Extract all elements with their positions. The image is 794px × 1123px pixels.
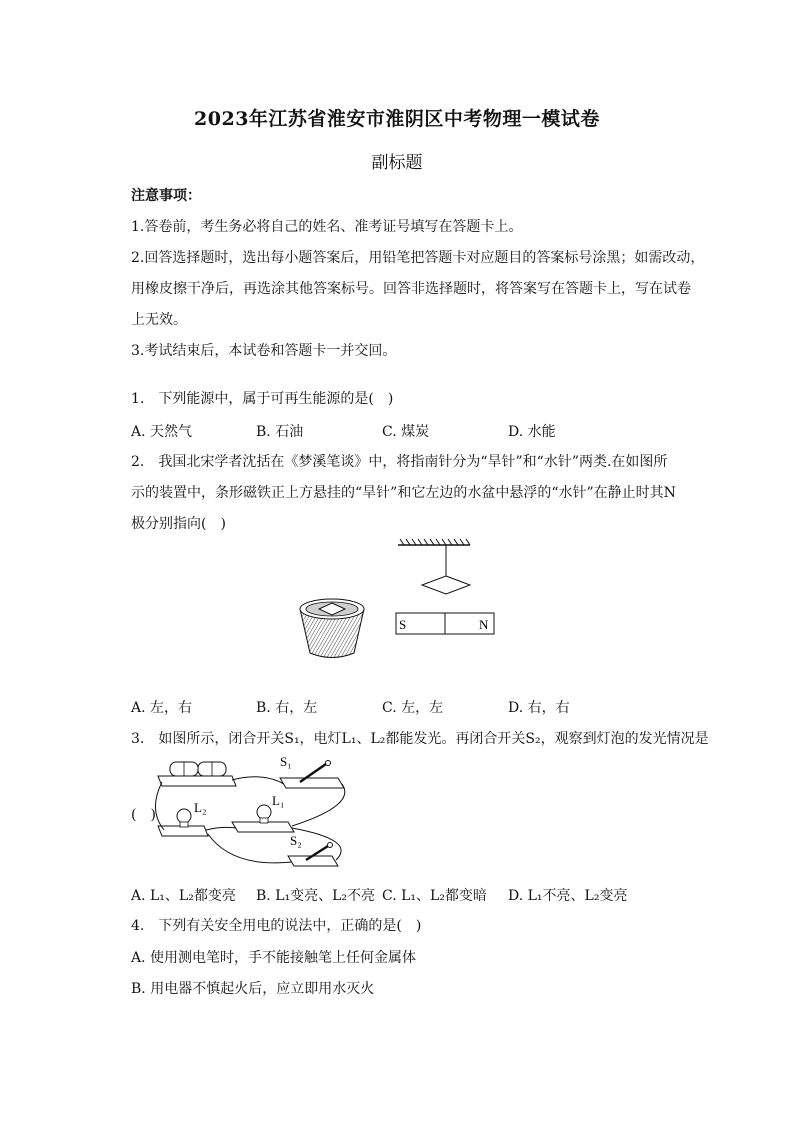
lamp-l2-board	[158, 826, 208, 836]
notice-item: 3.考试结束后，本试卷和答题卡一并交回。	[131, 343, 397, 359]
q3-option-c[interactable]: C. L₁、L₂都变暗	[382, 888, 487, 904]
q1-option-a[interactable]: A. 天然气	[131, 424, 193, 440]
circuit-figure	[152, 750, 352, 880]
label-l2: L₂	[194, 800, 207, 815]
magnet-pole-s: S	[399, 617, 407, 632]
q2-option-c[interactable]: C. 左，左	[382, 700, 444, 716]
q4-option-b[interactable]: B. 用电器不慎起火后，应立即用水灭火	[131, 981, 375, 997]
notice-item: 用橡皮擦干净后，再选涂其他答案标号。回答非选择题时，将答案写在答题卡上，写在试卷	[131, 281, 691, 297]
page-title: 2023年江苏省淮安市淮阴区中考物理一模试卷	[194, 108, 600, 130]
q3-option-a[interactable]: A. L₁、L₂都变亮	[131, 888, 236, 904]
question-4-stem: 4. 下列有关安全用电的说法中，正确的是( )	[131, 918, 422, 934]
question-1-stem: 1. 下列能源中，属于可再生能源的是( )	[131, 391, 394, 407]
q4-option-a[interactable]: A. 使用测电笔时，手不能接触笔上任何金属体	[131, 950, 417, 966]
label-s2: S₂	[290, 833, 302, 848]
q2-option-b[interactable]: B. 右，左	[256, 700, 318, 716]
question-3-bracket: ( )	[131, 807, 156, 823]
question-2-stem-line: 极分别指向( )	[131, 516, 226, 532]
question-3-stem: 3. 如图所示，闭合开关S₁，电灯L₁、L₂都能发光。再闭合开关S₂，观察到灯泡的发光情况是	[131, 731, 709, 747]
dry-needle-icon	[422, 576, 470, 594]
label-l1: L₁	[272, 793, 285, 808]
magnet-pole-n: N	[479, 617, 489, 632]
q3-option-b[interactable]: B. L₁变亮、L₂不亮	[256, 888, 376, 904]
battery-board	[158, 776, 236, 786]
bulb-l2-icon	[177, 809, 191, 823]
label-s1: S₁	[280, 754, 292, 769]
notice-item: 2.回答选择题时，选出每小题答案后，用铅笔把答题卡对应题目的答案标号涂黑；如需改动，	[131, 250, 705, 266]
lamp-l1-board	[232, 822, 294, 832]
q1-option-d[interactable]: D. 水能	[508, 424, 556, 440]
switch-s1-board	[280, 778, 344, 788]
q3-option-d[interactable]: D. L₁不亮、L₂变亮	[508, 888, 628, 904]
notice-heading: 注意事项：	[131, 188, 201, 204]
q2-option-d[interactable]: D. 右，右	[508, 700, 570, 716]
q1-option-c[interactable]: C. 煤炭	[382, 424, 430, 440]
q1-option-b[interactable]: B. 石油	[256, 424, 304, 440]
page-subtitle: 副标题	[371, 153, 423, 173]
notice-item: 1.答卷前，考生务必将自己的姓名、准考证号填写在答题卡上。	[131, 219, 523, 235]
notice-item: 上无效。	[131, 312, 187, 328]
question-2-stem-line: 2. 我国北宋学者沈括在《梦溪笔谈》中，将指南针分为“旱针”和“水针”两类.在如图所	[131, 454, 668, 470]
compass-magnet-figure	[290, 535, 510, 665]
bulb-l1-icon	[257, 805, 271, 819]
q2-option-a[interactable]: A. 左，右	[131, 700, 193, 716]
question-2-stem-line: 示的装置中，条形磁铁正上方悬挂的“旱针”和它左边的水盆中悬浮的“水针”在静止时其N	[131, 485, 676, 501]
ceiling-hatch	[400, 539, 470, 545]
switch-s2-board	[288, 856, 338, 866]
